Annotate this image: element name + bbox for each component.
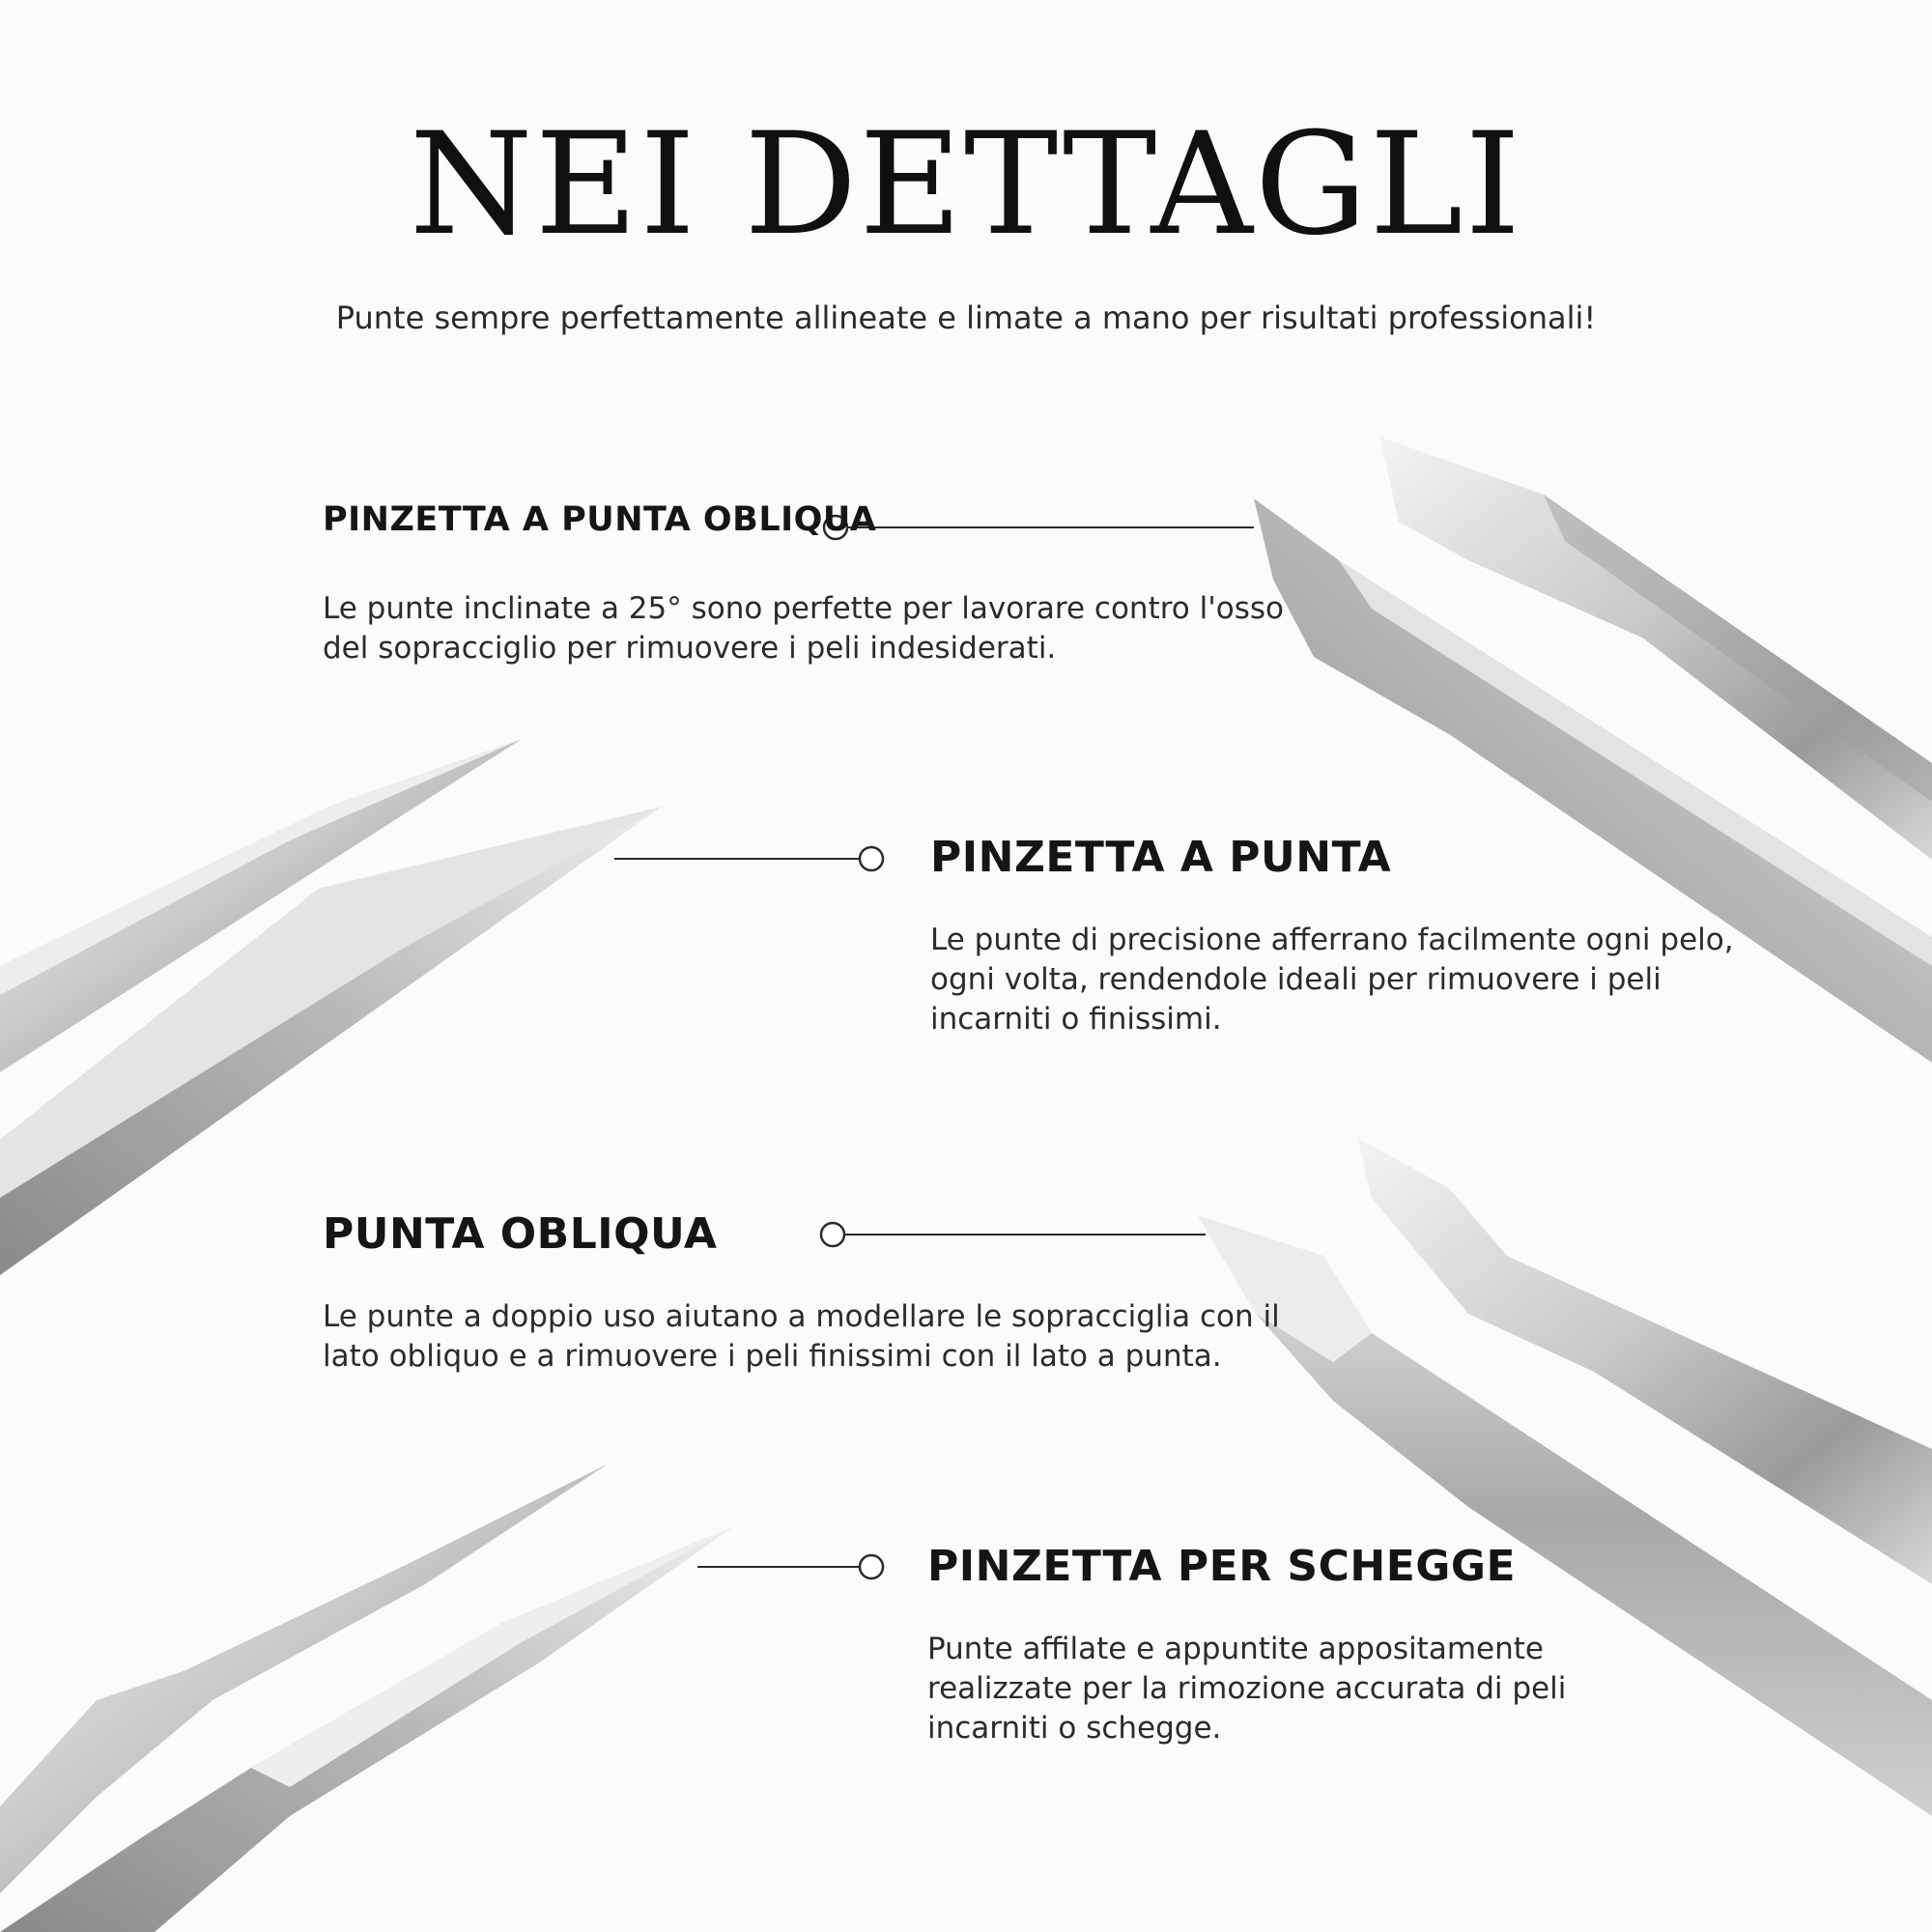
page-title: NEI DETTAGLI: [409, 102, 1523, 267]
connector-4: [697, 1555, 883, 1578]
description-line: realizzate per la rimozione accurata di peli: [927, 1671, 1567, 1706]
description-line: ogni volta, rendendole ideali per rimuovere i peli: [930, 962, 1662, 997]
splinter-tweezers-image: [0, 1463, 734, 1932]
feature-splinter-tweezers: [927, 1542, 1566, 1748]
description-line: Le punte di precisione afferrano facilmente ogni pelo,: [930, 923, 1734, 957]
description-line: Punte affilate e appuntite appositamente: [927, 1632, 1544, 1666]
description-line: del sopracciglio per rimuovere i peli indesiderati.: [323, 631, 1057, 666]
description-line: lato obliquo e a rimuovere i peli finissimi con il lato a punta.: [323, 1339, 1222, 1374]
feature-pointed-tweezers: [930, 833, 1734, 1039]
description-line: Le punte a doppio uso aiutano a modellare le sopracciglia con il: [323, 1299, 1280, 1334]
description-line: incarniti o finissimi.: [930, 1002, 1222, 1037]
feature-description: [927, 1630, 1566, 1748]
feature-dual-tip-tweezers: [323, 1209, 1280, 1377]
feature-description: [323, 1297, 1280, 1377]
feature-title: PINZETTA A PUNTA: [930, 833, 1392, 882]
feature-slant-tweezers: [323, 500, 1284, 668]
description-line: incarniti o schegge.: [927, 1711, 1222, 1746]
feature-title: PINZETTA A PUNTA OBLIQUA: [323, 500, 877, 539]
feature-title: PUNTA OBLIQUA: [323, 1209, 718, 1259]
connector-2: [614, 847, 883, 870]
feature-description: [323, 589, 1284, 668]
pointed-tweezers-image: [0, 739, 662, 1275]
page-subtitle: Punte sempre perfettamente allineate e limate a mano per risultati professionali!: [335, 299, 1597, 336]
feature-description: [930, 921, 1734, 1039]
description-line: Le punte inclinate a 25° sono perfette per lavorare contro l'osso: [323, 591, 1284, 626]
feature-title: PINZETTA PER SCHEGGE: [927, 1542, 1517, 1591]
